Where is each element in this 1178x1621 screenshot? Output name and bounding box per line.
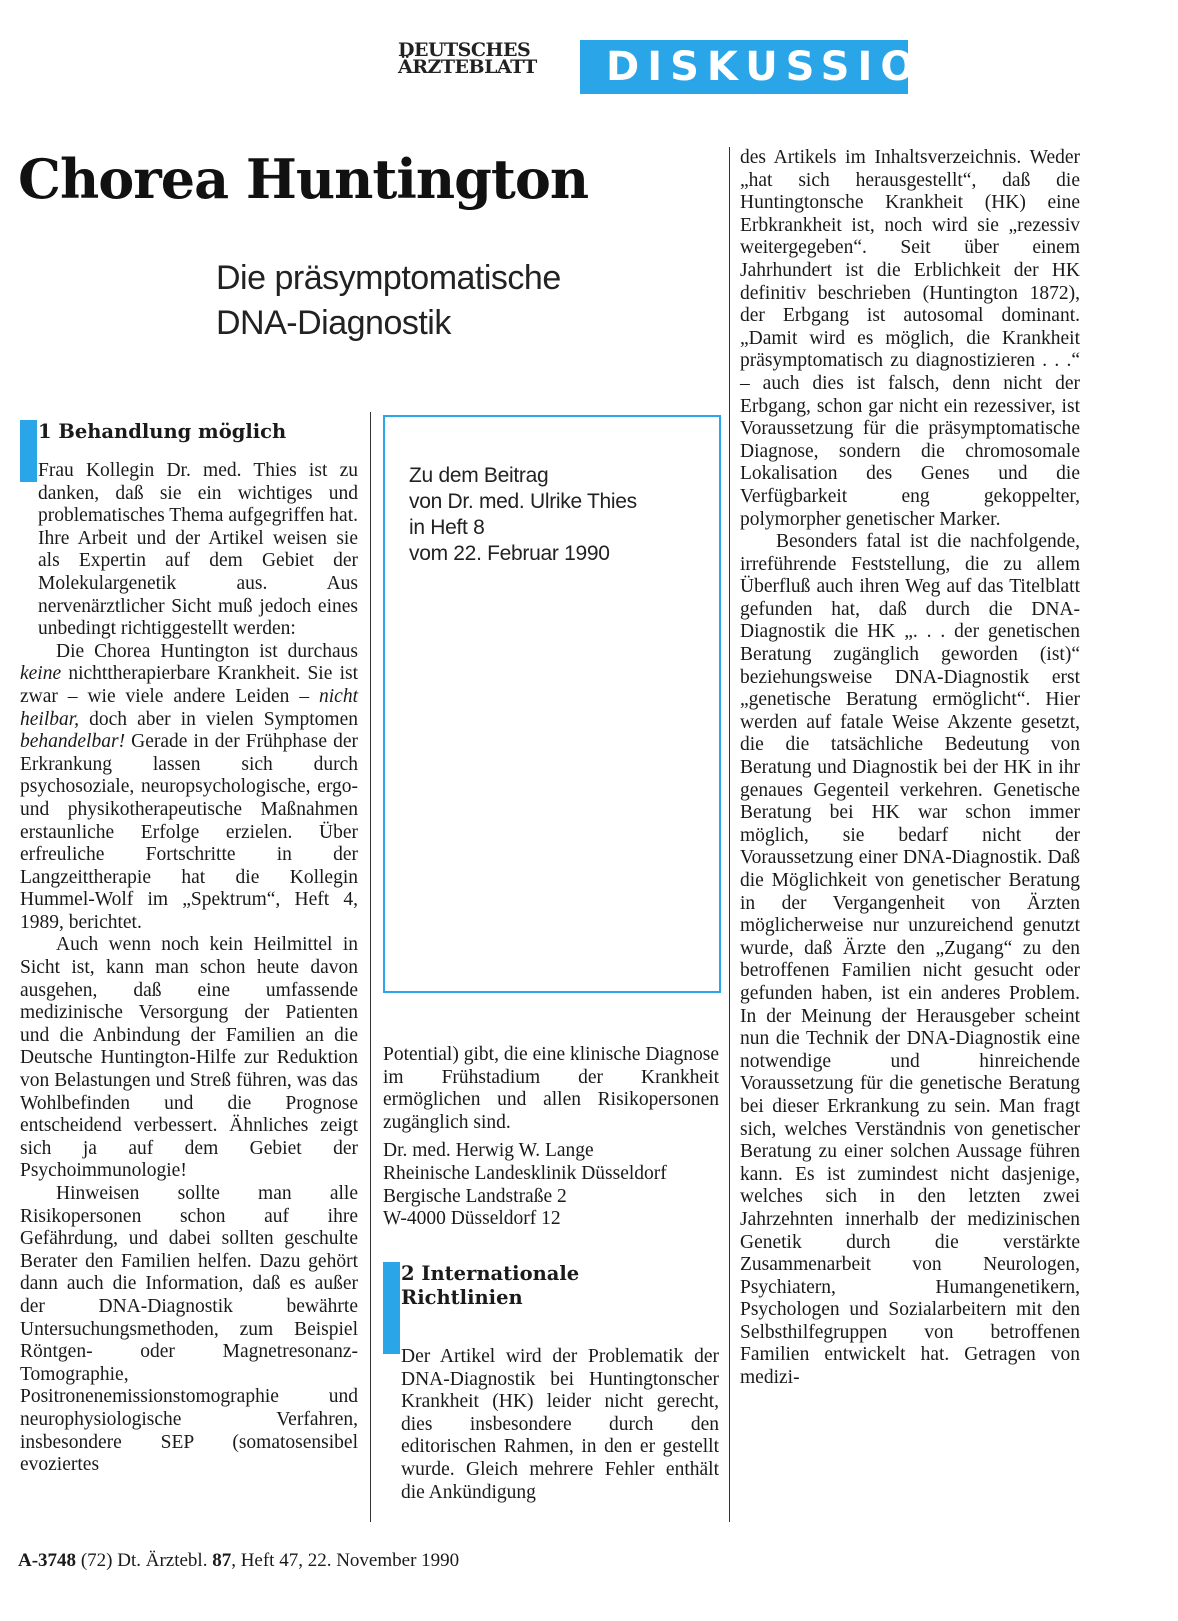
- subtitle-line1: Die präsymptomatische: [216, 259, 561, 297]
- column-3: [740, 147, 1080, 1390]
- article-title: Chorea Huntington: [18, 147, 589, 211]
- reference-text: [409, 463, 709, 567]
- section-2-heading-line1: 2 Internationale: [401, 1262, 580, 1285]
- reference-line4: vom 22. Februar 1990: [409, 542, 610, 565]
- column-rule-left: [370, 412, 371, 1522]
- section-1-heading-block: [20, 420, 358, 460]
- article-subtitle: [216, 256, 686, 346]
- section-1-paragraph-4-continued: Potential) gibt, die eine klinische Diagnose im Frühstadium der Krankheit ermöglichen und allen Risikopersonen zugänglich sind.: [383, 1044, 719, 1133]
- section-1-paragraph-1: Frau Kollegin Dr. med. Thies ist zu danken, daß sie ein wichtiges und problematisches Thema aufgegriffen hat. Ihre Arbeit und der Artikel weisen sie als Expertin auf dem Gebiet der Molekulargenetik aus. Aus nervenärztlicher Sicht muß jedoch eines unbedingt richtiggestellt werden:: [38, 460, 358, 640]
- signature-name: Dr. med. Herwig W. Lange: [383, 1140, 594, 1162]
- section-1-paragraph-2: [20, 641, 358, 935]
- p2-emphasis-1: keine: [20, 663, 62, 685]
- section-1-paragraph-3: Auch wenn noch kein Heilmittel in Sicht ist, kann man schon heute davon ausgehen, daß eine umfassende medizinische Versorgung der Patienten und die Anbindung der Familien an die Deutsche Huntington-Hilfe zur Reduktion von Belastungen und Streß führen, was das Wohlbefinden und die Prognose entscheidend verbessert. Ähnliches zeigt sich ja auf dem Gebiet der Psychoimmunologie!: [20, 934, 358, 1182]
- page-footer: [18, 1550, 459, 1572]
- page-code: A-3748: [18, 1550, 77, 1571]
- section-2-start: [383, 1262, 719, 1504]
- column-1: [20, 420, 358, 1477]
- subtitle-line2: DNA-Diagnostik: [216, 304, 451, 342]
- section-1-paragraph-4: Hinweisen sollte man alle Risikopersonen schon auf ihre Gefährdung, und dabei sollten geschulte Berater den Familien helfen. Dazu gehört dann auch die Information, daß es außer der DNA-Diagnostik bewährte Untersuchungsmethoden, zum Beispiel Röntgen- oder Magnetresonanz-Tomographie, Positronenemissionstomographie und neurophysiologische Verfahren, insbesondere SEP (somatosensibel evoziertes: [20, 1183, 358, 1476]
- p2-emphasis-3: behandelbar!: [20, 731, 126, 753]
- reference-box: [383, 415, 721, 993]
- masthead-line1: DEUTSCHES: [398, 39, 531, 61]
- signature-city: W-4000 Düsseldorf 12: [383, 1208, 561, 1230]
- section-2-paragraph-1: Der Artikel wird der Problematik der DNA-Diagnostik bei Huntingtonscher Krankheit (HK) leider nicht gerecht, dies insbesondere durch den editorischen Rahmen, in den er gestellt wurde. Gleich mehrere Fehler enthält die Ankündigung: [401, 1346, 719, 1503]
- author-signature: [383, 1140, 719, 1230]
- masthead-line2: ÄRZTEBLATT: [398, 56, 537, 78]
- footer-volume: 87: [212, 1550, 232, 1571]
- reference-line1: Zu dem Beitrag: [409, 464, 549, 487]
- p2-text-d: Gerade in der Frühphase der Erkrankung lassen sich durch psychosoziale, neuropsychologische, ergo- und physikotherapeutische Maßnahmen erstaunliche Erfolge erzielen. Über erfreuliche Fortschritte in der Langzeittherapie hat die Kollegin Hummel-Wolf im „Spektrum“, Heft 4, 1989, berichtet.: [20, 731, 358, 933]
- reference-line3: in Heft 8: [409, 516, 485, 539]
- section-1-heading: 1 Behandlung möglich: [38, 420, 287, 443]
- p2-text-b: nichttherapierbare Krankheit. Sie ist zwar – wie viele andere Leiden –: [20, 663, 358, 707]
- footer-citation-a: (72) Dt. Ärztebl.: [80, 1550, 213, 1571]
- section-2-heading-block: [383, 1262, 719, 1326]
- section-2-paragraph-2: Besonders fatal ist die nachfolgende, irreführende Feststellung, die zu allem Überfluß auch ihren Weg auf das Titelblatt gefunden hat, daß durch die DNA-Diagnostik die HK „. . . der genetischen Beratung zugänglich geworden (ist)“ beziehungsweise DNA-Diagnostik erst „genetische Beratung ermöglicht“. Hier werden auf fatale Weise Akzente gesetzt, die die tatsächliche Bedeutung von Beratung und Diagnostik bei der HK in ihr genaues Gegenteil verkehren. Genetische Beratung bei HK war schon immer möglich, sie bedarf nicht der Voraussetzung einer DNA-Diagnostik. Daß die Möglichkeit von genetischer Beratung in der Vergangenheit von Ärzten möglicherweise nur unzureichend genutzt wurde, daß Ärzte den „Zugang“ zu den betroffenen Familien nicht gesucht oder gefunden haben, ist ein anderes Problem. In der Meinung der Herausgeber scheint nun die Technik der DNA-Diagnostik eine notwendige und hinreichende Voraussetzung für die genetische Beratung bei dieser Erkrankung zu sein. Man fragt sich, welches Verständnis von genetischer Beratung zu einer solchen Aussage führen kann. Es ist zumindest nicht dasjenige, welches sich in den letzten zwei Jahrzehnten innerhalb der medizinischen Genetik durch die verstärkte Zusammenarbeit von Neurologen, Psychiatern, Humangenetikern, Psychologen und Sozialarbeitern mit den Selbsthilfegruppen von betroffenen Familien entwickelt hat. Getragen von medizi-: [740, 531, 1080, 1389]
- footer-citation-b: , Heft 47, 22. November 1990: [231, 1550, 460, 1571]
- p2-text-a: Die Chorea Huntington ist durchaus: [56, 640, 358, 662]
- signature-street: Bergische Landstraße 2: [383, 1185, 567, 1207]
- column-2-continuation: [383, 1044, 719, 1231]
- section-2-heading-line2: Richtlinien: [401, 1286, 523, 1309]
- masthead: [398, 39, 573, 78]
- signature-institution: Rheinische Landesklinik Düsseldorf: [383, 1162, 667, 1184]
- section-2-paragraph-1-continued: des Artikels im Inhaltsverzeichnis. Weder „hat sich herausgestellt“, daß die Huntingtonsche Krankheit (HK) eine Erbkrankheit ist, noch wird sie „rezessiv weitergegeben“. Seit über einem Jahrhundert ist die Erblichkeit der HK definitiv beschrieben (Huntington 1872), der Erbgang ist autosomal dominant. „Damit wird es möglich, die Krankheit präsymptomatisch zu diagnostizieren . . .“ – auch dies ist falsch, denn nicht der Erbgang, schon gar nicht ein rezessiver, ist Voraussetzung für die präsymptomatische Diagnose, sondern die chromosomale Lokalisation des Genes und die Verfügbarkeit eng gekoppelter, polymorpher genetischer Marker.: [740, 147, 1080, 530]
- reference-line2: von Dr. med. Ulrike Thies: [409, 490, 637, 513]
- p2-emphasis-2: nicht heilbar,: [20, 685, 358, 730]
- column-rule-right: [729, 147, 730, 1522]
- p2-text-c: doch aber in vielen Symptomen: [79, 708, 358, 730]
- section-label-banner: DISKUSSION: [580, 40, 908, 94]
- section-2-heading: [383, 1262, 719, 1310]
